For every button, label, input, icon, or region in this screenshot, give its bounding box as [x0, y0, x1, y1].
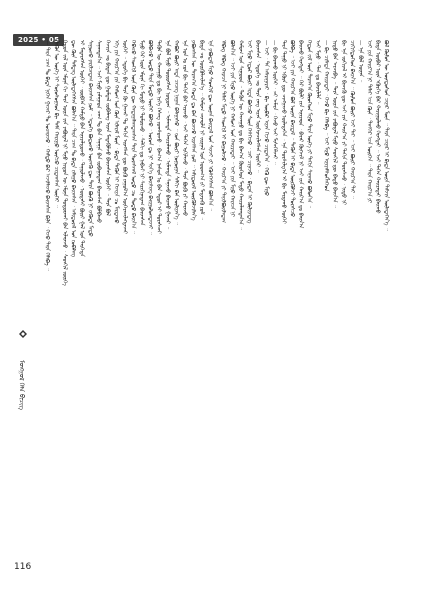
text-line: ᠡᠨᠡ ᠶᠠᠪᠤᠳᠠᠯ ᠮᠢᠨᠦ ᠰᠡᠳᠬᠢᠯ ᠳᠦ ᠦᠨᠡᠨ ᠪᠠᠢᠳᠠᠯ ᠤᠨ ᠰᠢᠨᠵᠢ ᠶᠢ ᠡᠭᠦᠰᠬᠡᠭᠰᠡᠨ ᠪᠣᠯᠠᠨ᠎ᠠ ᠃ [207, 40, 214, 211]
text-line: — ᠡᠵᠢ ᠂ ᠲᠠ ᠠᠮᠠᠷᠠᠭᠠᠷᠠᠢ ᠂ ᠪᠢ ᠥᠪᠡᠷ ᠢᠶᠡᠨ ᠬᠢᠵᠦ ᠴᠢᠳᠠᠨ᠎ᠠ ᠂ ᠭᠡᠬᠦ ᠳᠦ ᠮᠢᠨᠦ [263, 40, 270, 196]
text-line: — ᠲᠡᠷᠡ ᠴᠠᠭ ᠲᠤ ᠪᠢᠳᠡ ᠨᠢᠭᠡᠨ ᠭᠠᠵᠠᠷ ᠲᠤ ᠤᠴᠠᠷᠠᠵᠤ ᠂ ᠬᠠᠮᠲᠤ ᠪᠡᠷ ᠠᠵᠢᠯᠯᠠᠵᠤ ᠪᠠᠢᠭᠰᠠᠨ ᠪᠢᠯᠡ ᠂ ᠭᠡᠵᠦ ᠲᠡᠷᠡ ᠬᠡᠯᠡᠪᠡ ᠃ [44, 40, 51, 271]
text-column [246, 40, 251, 569]
text-line: ᠡᠨᠡ ᠣᠨ ᠤ ᠵᠤᠨ ᠪᠢ ᠳᠠᠬᠢᠨ ᠪᠠᠷ ᠢᠷᠡᠵᠦ ᠂ ᠡᠵᠢ ᠳᠡᠭᠡᠨ ᠡᠷᠬᠢᠯᠡᠵᠦ ᠂ ᠲᠡᠷᠡ ᠪᠦᠬᠦ ᠶᠢ ᠬᠠᠷᠠᠵᠤ [181, 40, 188, 216]
text-column [198, 40, 203, 569]
text-column [383, 40, 388, 569]
issue-badge: 2025 • 05 [13, 34, 64, 46]
page-number: 116 [14, 562, 32, 572]
text-line: ᠡᠨᠡ ᠪᠣᠯ ᠮᠢᠨᠦ ᠲᠥᠷᠦᠭᠰᠡᠨ ᠨᠤᠲᠤᠭ ᠃ ᠢᠮᠠᠭᠲᠠ ᠬᠠᠢᠷᠠᠯᠠᠬᠤ ᠂ ᠢᠮᠠᠭᠲᠠ ᠰᠠᠨᠠᠵᠤ ᠪᠠᠢᠬᠤ ᠭᠠᠵᠠᠷ ᠃ [164, 40, 171, 230]
running-head [15, 340, 29, 430]
text-column [229, 40, 234, 569]
text-column [314, 40, 319, 569]
decorative-diamond-icon [19, 330, 27, 338]
text-line: ᠲᠡᠭᠦᠨ ᠦ ᠦᠭᠡ ᠢ ᠰᠣᠨᠣᠰᠣᠭᠠᠳ ᠪᠢ ᠳᠡᠮᠡ ᠬᠠᠷᠢᠭᠤ ᠥᠭᠴᠦ ᠴᠢᠳᠠᠭᠰᠠᠨ ᠦᠭᠡᠢ ᠃ [52, 40, 59, 208]
text-line: ᠪᠢᠳᠡ ᠴᠤ ᠦᠷᠭᠦᠯᠵᠢᠯᠡᠨ᠎ᠡ ᠃ ᠬᠠᠮᠤᠭ ᠴᠢᠬᠤᠯᠠ ᠨᠢ ᠵᠢᠷᠭᠠᠯ ᠤᠨ ᠤᠳᠬ᠎ᠠ ᠶᠢ ᠮᠡᠳᠡᠷᠡᠬᠦ ᠶᠤᠮ ᠃ [198, 40, 205, 220]
text-column [280, 40, 285, 569]
text-line: ᠪᠢ ᠡᠨᠡ ᠵᠣᠬᠢᠶᠠᠯ ᠢ ᠪᠢᠴᠢᠬᠦ ᠳᠦ ᠡᠵᠢ ᠶᠢᠨ ᠬᠠᠢᠷ᠎ᠠ ᠶᠢ ᠳᠠᠬᠢᠨ ᠳᠤᠷᠠᠰᠴᠤ ᠂ ᠨᠢᠳᠦ ᠨᠢ [340, 40, 347, 205]
text-column [173, 40, 178, 569]
text-column [156, 40, 161, 569]
text-line: ᠡᠵᠢ ᠶᠢᠨ ᠬᠠᠢᠷ᠎ᠠ ᠨᠢ ᠳᠠᠯᠠᠢ ᠡᠴᠡ ᠭᠦᠨ ᠂ ᠲᠡᠩᠭᠡᠷ ᠡᠴᠡ ᠥᠷᠭᠡᠨ ᠃ ᠲᠡᠷᠡ ᠬᠠᠢᠷ᠎ᠠ ᠶᠢ [366, 40, 373, 204]
text-column [271, 40, 276, 569]
text-column [78, 40, 83, 569]
text-line: ᠲᠡᠷᠡ ᠳᠠᠭᠤ ᠨᠢ ᠡᠭᠦᠷᠡ ᠳᠦ ᠴᠢᠩᠭᠠᠵᠤ ᠦᠯᠡᠳᠡᠭᠡᠨ ᠂ ᠡᠨᠡ ᠲᠤᠷᠰᠢᠯᠭ᠎ᠠ ᠢ ᠪᠢ ᠮᠠᠷᠲᠠᠬᠤ ᠦᠭᠡᠢ [280, 40, 287, 224]
text-column [323, 40, 328, 569]
text-line: ᠳᠦ ᠭᠦᠨ ᠲᠡᠮᠳᠡᠭ ᠦᠯᠡᠳᠡᠭᠡᠭᠰᠡᠨ ᠪᠣᠯᠠᠨ᠎ᠠ ᠃ ᠲᠡᠷᠡ ᠴᠠᠭ ᠲᠤ ᠪᠢᠳᠡ ᠵᠠᠯᠠᠭᠤ ᠪᠠᠢᠭᠰᠠᠨ ᠂ ᠠᠮᠢᠳᠤᠷᠠᠯ ᠤᠨ ᠵᠣᠪᠠᠯᠠᠩ [69, 40, 76, 258]
text-column [374, 40, 379, 569]
text-column [340, 40, 345, 569]
text-column [297, 40, 302, 569]
text-line: ᠴᠢᠭᠢᠭᠲᠦᠭᠡᠳ ᠪᠠᠢᠨ᠎ᠠ ᠃ ᠬᠦᠮᠦᠨ ᠪᠦᠷᠢ ᠡᠵᠢ ᠲᠡᠢ ᠃ ᠡᠵᠢ ᠪᠦᠷᠢ ᠬᠠᠢᠷ᠎ᠠ ᠲᠠᠢ ᠃ [348, 40, 355, 199]
text-column [53, 40, 58, 569]
text-line: ᠬᠠᠮᠤᠭ ᠤᠨ ᠰᠢᠭᠤᠳ ᠃ ᠲᠡᠭᠦᠨ ᠦ ᠬᠠᠵᠠᠭᠤ ᠳᠤ ᠪᠢ ᠪᠠᠭ᠎ᠠ ᠬᠦᠦᠬᠡᠳ ᠮᠡᠲᠦ ᠬᠠᠢᠷᠠᠯᠠᠭᠳᠠᠨ᠎ᠠ ᠃ [237, 40, 244, 230]
text-line: ᠭᠡᠪᠡᠴᠦ ᠰᠡᠳᠬᠢᠯ ᠦᠨ ᠭᠦᠨ ᠳᠦ ᠬᠠᠳᠠᠭᠠᠯᠠᠭᠳᠠᠭᠰᠠᠨ ᠲᠡᠷᠡ ᠳᠤᠷᠠᠰᠬᠠᠯ ᠣᠳᠣ ᠴᠤ ᠲᠣᠳᠣ ᠪᠠᠢᠨ᠎ᠠ ᠃ [129, 40, 136, 234]
text-column [113, 40, 118, 569]
text-column [349, 40, 354, 569]
text-column [357, 40, 362, 569]
right-text-block [220, 40, 392, 569]
text-column [87, 40, 92, 569]
text-line: ᠪᠠᠢᠭᠰᠠᠨ ᠂ ᠡᠳᠦᠭᠡ ᠴᠤ ᠲᠡᠷᠡ ᠵᠠᠩ ᠢᠶᠠᠨ ᠥᠭᠡᠷᠡᠴᠢᠯᠡᠭᠰᠡᠨ ᠦᠭᠡᠢ ᠃ [254, 40, 261, 173]
text-column [190, 40, 195, 569]
text-column [220, 40, 225, 569]
text-line: ᠬᠡᠳᠦᠨ ᠵᠢᠯ ᠦᠨ ᠡᠮᠦᠨᠡ ᠬᠢ ᠲᠡᠷᠡ ᠦᠶᠡ ᠶᠢᠨ ᠶᠠᠪᠤᠳᠠᠯ ᠨᠢ ᠮᠢᠨᠦ ᠨᠢᠳᠦᠨ ᠦ ᠡᠮᠦᠨᠡ ᠲᠣᠳᠣᠷᠬᠠᠢ ᠪᠡᠨ ᠢᠯᠡᠷᠡᠵᠦ ᠂ ᠰᠡᠳᠬᠢᠯ ᠵᠦᠷᠬᠡ [61, 40, 68, 286]
text-line: ᠪᠣᠯ ᠬᠦᠮᠦᠨ ᠦ ᠦᠨᠳᠦᠰᠦᠨ ᠴᠢᠨᠠᠷ ᠮᠥᠨ ᠃ ᠲᠡᠷᠡ ᠴᠢᠨᠠᠷ ᠢ ᠪᠢᠳᠡ ᠦᠶᠡ ᠳᠠᠮᠵᠢᠨ ᠦᠯᠡᠳᠡᠭᠡᠨ᠎ᠡ ᠃ [383, 40, 390, 231]
text-line: — ᠪᠢ ᠪᠠᠷᠠᠬᠤ ᠦᠭᠡᠢ ᠂ ᠴᠢ ᠠᠮᠠᠷᠠ ᠂ ᠭᠡᠵᠦ ᠡᠵᠢ ᠮᠢᠰᠡᠭᠡᠯᠵᠡᠢ ᠃ [271, 40, 278, 165]
text-column [104, 40, 109, 569]
text-column [306, 40, 311, 569]
text-column [181, 40, 186, 569]
text-line: ᠲᠡᠭᠦᠨ ᠦ ᠬᠠᠵᠠᠭᠤ ᠳᠤ ᠪᠢ ᠨᠢᠭᠡ ᠬᠡᠰᠡᠭ ᠵᠣᠭᠰᠣᠵᠤ ᠂ ᠪᠠᠭ᠎ᠠ ᠨᠠᠰᠤᠨ ᠤ ᠪᠡᠨ ᠡᠳᠦᠷ ᠢ ᠳᠤᠷᠠᠰᠴᠠᠢ [155, 40, 162, 234]
text-line: ᠡᠵᠢ ᠮᠢᠨᠦ ᠂ ᠲᠠᠨ ᠳᠤ ᠪᠠᠶᠠᠷᠯᠠᠯᠠ ᠃ [314, 40, 321, 105]
text-column [263, 40, 268, 569]
text-line: ᠢ ᠮᠡᠳᠡᠷᠡᠭᠰᠡᠨ ᠦᠭᠡᠢ ᠂ ᠵᠥᠪᠬᠡᠨ ᠬᠠᠮᠲᠤ ᠪᠡᠨ ᠢᠨᠢᠶᠡᠯᠳᠦᠵᠦ ᠂ ᠳᠠᠭᠤᠯᠠᠵᠤ ᠂ ᠦᠳᠡᠰᠢ ᠪᠦᠷᠢ ᠭᠠᠯ ᠤᠨ ᠳᠡᠷᠭᠡᠳᠡ [78, 40, 85, 257]
text-column [130, 40, 135, 569]
text-column [237, 40, 242, 569]
text-line: ᠡᠵᠢ ᠮᠢᠨᠦ ᠡᠳᠦᠷ ᠪᠦᠷᠢ ᠡᠷᠲᠡ ᠪᠣᠰᠴᠤ ᠰᠦᠨ ᠬᠡᠰᠬᠡᠵᠦ ᠂ ᠴᠠᠢ ᠴᠢᠨᠠᠵᠤ ᠂ ᠪᠢᠳᠡᠨ ᠢ ᠬᠦᠯᠢᠶᠡᠳᠡᠭ [245, 40, 252, 224]
text-line: ᠮᠢᠨᠦ ᠭᠡᠷ ᠦᠨ ᠡᠮᠦᠨᠡ ᠬᠢ ᠮᠣᠳᠣ ᠨᠢ ᠲᠣᠮᠣᠷᠴᠤ ᠂ ᠰᠠᠯᠬᠢ ᠳᠤ ᠨᠠᠪᠴᠢ ᠨᠢ ᠰᠢᠷᠢᠭᠢᠨᠠᠳᠠᠭ ᠪᠠᠢᠭᠰᠠᠨ [138, 40, 145, 226]
text-line: ᠡᠬᠡ ᠶᠢᠨ ᠬᠠᠢᠷ᠎ᠠ ᠶᠢᠨ ᠬᠠᠮᠤᠭ ᠤᠨ ᠭᠦᠨ ᠢᠯᠡᠷᠡᠯ ᠮᠥᠨ ᠂ ᠪᠢᠳᠡ ᠲᠡᠭᠦᠨ ᠢ ᠬᠡᠵᠢᠶᠡ ᠴᠤ ᠮᠠᠷᠲᠠᠬᠤ [112, 40, 119, 224]
text-line: — ᠪᠢ ᠴᠢᠮᠠᠳᠠ ᠬᠠᠢᠷᠠᠲᠠᠢ ᠂ ᠭᠡᠵᠦ ᠪᠢ ᠬᠡᠯᠡᠪᠡ ᠃ ᠡᠵᠢ ᠮᠢᠨᠦ ᠢᠨᠢᠶᠡᠮᠰᠦᠭᠯᠡᠭᠡᠳ [323, 40, 330, 192]
text-column [254, 40, 259, 569]
text-line: ᠪᠣᠯᠪᠠ ᠃ ᠡᠵᠢ ᠶᠢᠨ ᠬᠠᠢᠷ᠎ᠠ ᠪᠣᠯ ᠦᠨᠡᠨ ᠪᠠᠢᠳᠠᠯ ᠃ ᠲᠡᠭᠦᠨ ᠢ ᠪᠢᠳᠡ ᠦᠷᠭᠦᠯᠵᠢ ᠳᠤᠷᠠᠰᠴᠤ [288, 40, 295, 217]
text-column [61, 40, 66, 569]
text-column [44, 40, 49, 569]
text-column [207, 40, 212, 569]
text-line: ᠰᠠᠭᠤᠵᠤ ᠶᠠᠷᠢᠯᠴᠠᠳᠠᠭ ᠪᠠᠢᠭᠰᠠᠨ ᠶᠤᠮ ᠃ ᠡᠳᠦᠭᠡ ᠪᠣᠳᠣᠵᠤ ᠦᠵᠡᠬᠦ ᠳᠦ ᠲᠡᠷᠡ ᠪᠦᠬᠦ ᠨᠢ ᠵᠡᠭᠦᠳᠡ ᠮᠡᠲᠦ [87, 40, 94, 237]
text-column [164, 40, 169, 569]
text-line: ᠬᠡᠵᠢᠶᠡ ᠴᠤ ᠪᠢᠳᠡᠨ ᠳᠦ ᠭᠣᠮᠳᠠᠯ ᠵᠣᠪᠠᠯᠠᠩ ᠢᠶᠠᠨ ᠮᠡᠳᠡᠭᠦᠯᠵᠦ ᠪᠠᠢᠭᠰᠠᠨ ᠦᠭᠡᠢ ᠃ ᠲᠡᠷᠡ ᠪᠣᠯ [104, 40, 111, 216]
text-line: — ᠡᠨᠡ ᠪᠣᠯ ᠦᠨᠡᠨ ᠃ [357, 40, 364, 83]
text-line: ᠪᠣᠯᠠᠨ᠎ᠠ ᠃ ᠡᠵᠢ ᠶᠢᠨ ᠮᠢᠨᠦ ᠦᠭᠡ ᠨᠢ ᠬᠠᠮᠤᠭ ᠤᠨ ᠬᠠᠢᠷᠠᠲᠠᠢ ᠃ ᠡᠵᠢ ᠶᠢᠨ ᠮᠢᠨᠦ ᠬᠠᠷᠠᠴᠠ ᠨᠢ [228, 40, 235, 217]
text-line: ᠬᠡᠳᠦᠨ ᠵᠢᠯ ᠦᠨ ᠳᠠᠷᠠᠭ᠎ᠠ ᠬᠦᠦᠬᠡᠳ ᠮᠢᠨᠦ ᠲᠡᠷᠡ ᠦᠭᠡ ᠶᠢ ᠳᠠᠬᠢᠨ ᠰᠠᠨᠠᠬᠤ ᠪᠣᠯᠤᠨ᠎ᠠ ᠃ [305, 40, 312, 208]
text-column [95, 40, 100, 569]
text-column [147, 40, 152, 569]
text-line: ᠪᠣᠯᠪᠠᠴᠤ ᠣᠳᠣ ᠲᠡᠷᠡ ᠮᠣᠳᠣ ᠦᠭᠡᠢ ᠪᠣᠯᠵᠤ ᠂ ᠣᠷᠣᠨ ᠳᠤ ᠨᠢ ᠰᠢᠨ᠎ᠡ ᠪᠠᠢᠰᠢᠩ ᠪᠠᠢᠭᠤᠯᠤᠭᠳᠠᠵᠠᠢ ᠃ [147, 40, 154, 235]
text-column [366, 40, 371, 569]
text-line: ᠡᠯᠪᠡᠭ ᠡᠯᠪᠡᠭ ᠬᠠᠷᠠᠴᠠ ᠨᠢ ᠳᠠᠯᠠᠢ ᠮᠡᠲᠦ ᠰᠡᠳᠬᠢᠯ ᠢ ᠪᠠᠭᠤᠯᠠᠵᠤ ᠂ ᠬᠠᠢᠷ᠎ᠠ ᠶᠢ ᠲᠠᠶᠢᠯᠪᠤᠷᠢᠯᠠᠳᠠᠭ [220, 40, 227, 223]
text-line: ᠪᠢᠳᠡ ᠥᠪᠡᠷ ᠦᠨ ᠡᠭᠦᠷᠭᠡ ᠪᠡᠷ ᠬᠠᠷᠢᠭᠤᠯᠬᠤ ᠬᠡᠷᠡᠭᠲᠡᠢ ᠃ ᠡᠵᠢ ᠳᠡᠭᠡᠨ ᠬᠠᠢᠷᠠᠲᠠᠢ ᠪᠠᠢᠬᠤ [374, 40, 381, 214]
text-line: ᠶᠠᠪᠤᠭᠰᠠᠨ ᠦ ᠳᠠᠷᠠᠭ᠎ᠠ ᠬᠣᠲᠠ ᠳᠤ ᠪᠡᠨ ᠪᠤᠴᠠᠵᠤ ᠢᠷᠡᠭᠰᠡᠨ ᠶᠤᠮ ᠃ ᠠᠮᠢᠳᠤᠷᠠᠯ ᠦᠷᠭᠦᠯᠵᠢᠯᠡᠨ᠎ᠡ [190, 40, 197, 221]
text-column [138, 40, 143, 569]
running-head-title: ᠮᠣᠩᠭᠣᠯ ᠬᠡᠯᠡ ᠪᠢᠴᠢᠭ [17, 359, 26, 411]
text-column [332, 40, 337, 569]
text-column [121, 40, 126, 569]
text-line: ᠪᠠᠢᠬᠤ ᠬᠡᠷᠡᠭᠲᠡᠢ ᠃ ᠭᠡᠷ ᠪᠦᠯᠢ ᠶᠢᠨ ᠢᠨᠢᠶᠡᠳ ᠂ ᠪᠠᠶᠠᠷ ᠬᠦᠭᠵᠢᠮ ᠨᠢ ᠡᠵᠢ ᠶᠢᠨ ᠬᠠᠢᠷ᠎ᠠ ᠳᠤ ᠪᠠᠢᠨ᠎ᠠ [297, 40, 304, 229]
text-line: ᠨᠢᠳᠦ ᠪᠡᠨ ᠠᠷᠴᠢᠪᠠ ᠃ ᠲᠡᠷᠡ ᠦᠶᠡ ᠶᠢᠨ ᠶᠠᠪᠤᠳᠠᠯ ᠮᠢᠨᠦ ᠰᠡᠳᠬᠢᠯ ᠳᠦ ᠪᠠᠲᠤ ᠪᠠᠢᠨ᠎ᠠ ᠃ [331, 40, 338, 208]
text-column [289, 40, 294, 569]
text-line: ᠰᠠᠨᠠᠭᠳᠠᠨ᠎ᠠ ᠃ ᠡᠵᠢ ᠮᠢᠨᠦ ᠶᠠᠮᠠᠭᠠᠳ ᠴᠠᠭ ᠲᠤ ᠪᠠᠨ ᠰᠠᠨᠠᠭᠠ ᠪᠡᠨ ᠵᠣᠪᠠᠭᠠᠳᠠᠭ ᠪᠠᠢᠭᠰᠠᠨ ᠪᠣᠯᠪᠠᠴᠤ [95, 40, 102, 223]
text-column [70, 40, 75, 569]
text-line: ᠦᠭᠡᠢ ᠃ ᠡᠳᠦᠭᠡ ᠪᠢ ᠲᠡᠷᠡ ᠬᠦ ᠭᠠᠵᠠᠷ ᠲᠤ ᠳᠠᠬᠢᠨ ᠢᠷᠡᠭᠰᠡᠨ ᠳᠦ ᠪᠦᠬᠦ ᠶᠠᠭᠤᠮ᠎ᠠ ᠥᠭᠡᠷᠡᠴᠢᠯᠡᠭᠳᠡᠵᠡᠢ [121, 40, 128, 234]
text-line: ᠬᠠᠪᠤᠷ ᠪᠦᠷᠢ ᠡᠨᠳᠡ ᠴᠡᠴᠡᠭ ᠨᠠᠭᠠᠨ ᠪᠠᠯᠠᠭᠠᠰᠤ ᠃ ᠵᠤᠨ ᠪᠦᠷᠢ ᠨᠣᠭᠤᠭᠠᠨ ᠰᠠᠯᠬᠢ ᠪᠠᠨ ᠦᠯᠢᠶᠡᠨ᠎ᠡ ᠃ [172, 40, 179, 225]
left-text-block [44, 40, 216, 569]
